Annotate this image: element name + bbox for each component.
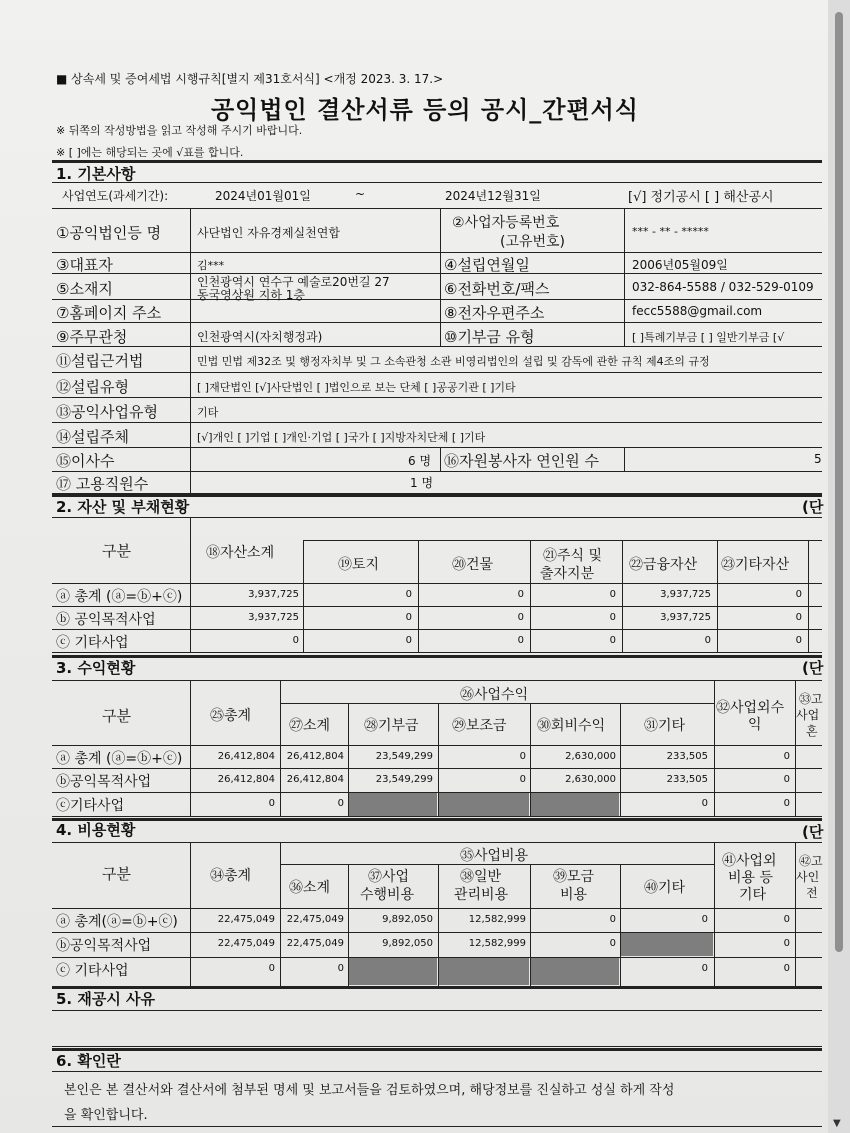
table-cell: 0	[405, 612, 412, 623]
section-5-heading: 5. 재공시 사유	[56, 990, 156, 1008]
section-6-heading: 6. 확인란	[56, 1052, 121, 1070]
type-label: ⑫설립유형	[56, 378, 129, 396]
email-label: ⑧전자우편주소	[444, 304, 545, 322]
s3-col-total: ㉕총계	[210, 708, 252, 724]
s4-col-admin: ㊳일반	[460, 869, 502, 885]
table-cell: 26,412,804	[217, 774, 275, 785]
donation-label: ⑩기부금 유형	[444, 328, 535, 346]
s4-col-biz: ㉟사업비용	[460, 848, 529, 864]
addr-value-1: 인천광역시 연수구 예술로20번길 27	[197, 275, 390, 289]
s3-col-gubun: 구분	[102, 707, 131, 725]
scrollbar-thumb[interactable]	[835, 12, 843, 952]
addr-value-2: 동국영상원 지하 1층	[197, 288, 306, 302]
table-cell: 233,505	[666, 774, 708, 785]
s2-col-other: ㉓기타자산	[721, 557, 790, 573]
table-cell: 3,937,725	[248, 612, 299, 623]
note-instructions: ※ 뒤쪽의 작성방법을 읽고 작성해 주시기 바랍니다.	[56, 124, 303, 137]
s4-col-fund: ㊴모금	[553, 869, 595, 885]
s2-col-financial: ㉒금융자산	[629, 557, 698, 573]
bizno-sublabel: (고유번호)	[500, 234, 566, 250]
table-cell: 22,475,049	[286, 914, 344, 925]
row-label: ⓒ 기타사업	[56, 635, 129, 651]
s3-col-nonbiz: ㉜사업외수	[716, 700, 785, 716]
section-4-unit: (단	[802, 823, 824, 841]
section-4-heading: 4. 비용현황	[56, 821, 136, 839]
divider	[52, 182, 822, 183]
s4-col-next-3: 전	[806, 886, 818, 900]
s2-col-stock: ㉑주식 및	[543, 548, 603, 564]
s4-col-sub: ㊱소계	[289, 880, 331, 896]
row-label: ⓑ공익목적사업	[56, 774, 152, 790]
table-cell: 0	[337, 963, 344, 974]
table-cell: 0	[701, 914, 708, 925]
s3-col-next-2: 사업	[796, 708, 820, 722]
s3-col-nonbiz-2: 익	[748, 717, 762, 733]
legal-basis: ■ 상속세 및 증여세법 시행규칙[별지 제31호서식] <개정 2023. 3. 17.>	[56, 72, 444, 86]
s4-col-next: ㊷고	[799, 854, 823, 868]
s4-col-gubun: 구분	[102, 865, 131, 883]
s2-col-building: ⑳건물	[452, 557, 494, 573]
table-cell: 233,505	[666, 751, 708, 762]
s4-col-total: ㉞총계	[210, 868, 252, 884]
section-2-unit: (단	[802, 498, 824, 516]
phone-value: 032-864-5588 / 032-529-0109	[632, 280, 814, 294]
table-cell: 0	[268, 963, 275, 974]
section-3-heading: 3. 수익현황	[56, 659, 136, 677]
s4-col-nonbiz-2: 비용 등	[728, 870, 774, 886]
period-tilde: ~	[355, 187, 366, 201]
section-3-unit: (단	[802, 659, 824, 677]
phone-label: ⑥전화번호/팩스	[444, 280, 550, 298]
table-cell: 0	[701, 963, 708, 974]
type-value: [ ]재단법인 [√]사단법인 [ ]법인으로 보는 단체 [ ]공공기관 [ ]기타	[197, 381, 516, 394]
donation-value: [ ]특례기부금 [ ] 일반기부금 [√	[632, 331, 785, 344]
addr-label: ⑤소재지	[56, 280, 113, 298]
section-2-heading: 2. 자산 및 부채현황	[56, 498, 190, 516]
biztype-value: 기타	[197, 406, 219, 419]
s3-col-biz: ㉖사업수익	[460, 687, 529, 703]
table-cell: 0	[405, 635, 412, 646]
table-cell: 26,412,804	[286, 774, 344, 785]
law-value: 민법 민법 제32조 및 행정자치부 및 그 소속관청 소관 비영리법인의 설립 및 감독에 관한 규칙 제4조의 규정	[197, 355, 710, 368]
confirm-text-1: 본인은 본 결산서와 결산서에 첨부된 명세 및 보고서들을 검토하였으며, 해당정보를 진실하고 성실 하게 작성	[64, 1083, 675, 1098]
table-cell: 26,412,804	[217, 751, 275, 762]
table-cell: 0	[783, 938, 790, 949]
table-cell: 0	[783, 774, 790, 785]
s4-col-fund-2: 비용	[560, 887, 588, 903]
table-cell: 0	[609, 589, 616, 600]
form-title: 공익법인 결산서류 등의 공시_간편서식	[210, 96, 639, 124]
table-cell: 0	[517, 589, 524, 600]
table-cell: 12,582,999	[468, 914, 526, 925]
table-cell: 0	[292, 635, 299, 646]
row-label: ⓐ 총계(ⓐ=ⓑ+ⓒ)	[56, 914, 178, 930]
table-cell: 23,549,299	[375, 751, 433, 762]
s4-col-admin-2: 관리비용	[454, 887, 509, 903]
s3-col-next: ㉝고	[799, 692, 823, 706]
estdate-label: ④설립연월일	[444, 256, 530, 274]
table-cell: 2,630,000	[565, 774, 616, 785]
name-label: ①공익법인등 명	[56, 224, 162, 242]
table-cell: 0	[337, 798, 344, 809]
table-cell: 3,937,725	[660, 612, 711, 623]
period-from: 2024년01월01일	[215, 189, 311, 203]
table-cell: 0	[519, 751, 526, 762]
rep-value: 김***	[197, 259, 225, 272]
table-cell: 0	[795, 589, 802, 600]
row-label: ⓐ 총계 (ⓐ=ⓑ+ⓒ)	[56, 751, 183, 767]
s3-col-grant: ㉙보조금	[452, 718, 507, 734]
divider	[52, 160, 822, 163]
table-cell: 0	[517, 612, 524, 623]
s3-col-sub: ㉗소계	[289, 718, 331, 734]
bizno-value: *** - ** - *****	[632, 225, 709, 238]
table-cell: 0	[783, 963, 790, 974]
table-cell: 26,412,804	[286, 751, 344, 762]
s3-col-donation: ㉘기부금	[364, 718, 419, 734]
table-cell: 0	[268, 798, 275, 809]
s4-col-perf-2: 수행비용	[360, 887, 415, 903]
web-label: ⑦홈페이지 주소	[56, 304, 162, 322]
table-cell: 0	[609, 938, 616, 949]
authority-value: 인천광역시(자치행정과)	[197, 330, 323, 344]
employees-label: ⑰ 고용직원수	[56, 475, 149, 493]
table-cell: 0	[517, 635, 524, 646]
s4-col-nonbiz-3: 기타	[739, 887, 767, 903]
period-label: 사업연도(과세기간):	[62, 189, 169, 203]
volunteers-value: 5	[814, 452, 822, 466]
table-cell: 2,630,000	[565, 751, 616, 762]
s3-col-next-3: 혼	[806, 724, 818, 738]
disclosure-type: [√] 정기공시 [ ] 해산공시	[628, 190, 774, 205]
table-cell: 0	[701, 798, 708, 809]
table-cell: 22,475,049	[217, 914, 275, 925]
table-cell: 0	[795, 635, 802, 646]
confirm-text-2: 을 확인합니다.	[64, 1108, 148, 1123]
rep-label: ③대표자	[56, 256, 113, 274]
table-cell: 22,475,049	[217, 938, 275, 949]
table-cell: 0	[519, 774, 526, 785]
s2-col-land: ⑲토지	[338, 557, 380, 573]
s4-col-next-2: 사인	[796, 870, 820, 884]
authority-label: ⑨주무관청	[56, 328, 128, 346]
volunteers-label: ⑯자원봉사자 연인원 수	[444, 452, 599, 470]
table-cell: 9,892,050	[382, 914, 433, 925]
period-to: 2024년12월31일	[445, 189, 541, 203]
table-cell: 3,937,725	[248, 589, 299, 600]
table-cell: 0	[783, 914, 790, 925]
bizno-label: ②사업자등록번호	[452, 215, 560, 231]
directors-value: 6 명	[408, 454, 432, 468]
s4-col-perf: ㊲사업	[368, 869, 410, 885]
table-cell: 0	[609, 612, 616, 623]
table-cell: 22,475,049	[286, 938, 344, 949]
row-label: ⓒ 기타사업	[56, 963, 129, 979]
s4-col-etc: ㊵기타	[644, 880, 686, 896]
s2-col-stock-2: 출자지분	[540, 566, 595, 582]
vertical-scrollbar[interactable]	[828, 0, 850, 1133]
row-label: ⓒ기타사업	[56, 798, 125, 814]
founder-value: [√]개인 [ ]기업 [ ]개인·기업 [ ]국가 [ ]지방자치단체 [ ]기타	[197, 431, 486, 444]
table-cell: 0	[795, 612, 802, 623]
note-checkbox: ※ [ ]에는 해당되는 곳에 √표를 합니다.	[56, 146, 244, 159]
table-cell: 12,582,999	[468, 938, 526, 949]
founder-label: ⑭설립주체	[56, 428, 129, 446]
table-cell: 0	[609, 635, 616, 646]
s4-col-nonbiz: ㊶사업외	[722, 853, 777, 869]
table-cell: 9,892,050	[382, 938, 433, 949]
table-cell: 0	[609, 914, 616, 925]
s3-col-etc: ㉛기타	[644, 718, 686, 734]
table-cell: 3,937,725	[660, 589, 711, 600]
table-cell: 23,549,299	[375, 774, 433, 785]
employees-value: 1 명	[410, 476, 434, 490]
name-value: 사단법인 자유경제실천연합	[197, 226, 340, 240]
directors-label: ⑮이사수	[56, 452, 115, 470]
table-cell: 0	[783, 798, 790, 809]
email-value: fecc5588@gmail.com	[632, 304, 763, 318]
table-cell: 0	[405, 589, 412, 600]
biztype-label: ⑬공익사업유형	[56, 403, 158, 421]
row-label: ⓑ 공익목적사업	[56, 612, 156, 628]
estdate-value: 2006년05월09일	[632, 258, 728, 272]
s3-col-fee: ㉚회비수익	[537, 718, 606, 734]
row-label: ⓑ공익목적사업	[56, 938, 152, 954]
section-1-heading: 1. 기본사항	[56, 165, 136, 183]
row-label: ⓐ 총계 (ⓐ=ⓑ+ⓒ)	[56, 589, 183, 605]
s2-col-gubun: 구분	[102, 542, 131, 560]
table-cell: 0	[704, 635, 711, 646]
scroll-down-arrow-icon[interactable]: ▼	[833, 1118, 841, 1129]
table-cell: 0	[783, 751, 790, 762]
law-label: ⑪설립근거법	[56, 352, 144, 370]
s2-col-total: ⑱자산소계	[206, 545, 275, 561]
